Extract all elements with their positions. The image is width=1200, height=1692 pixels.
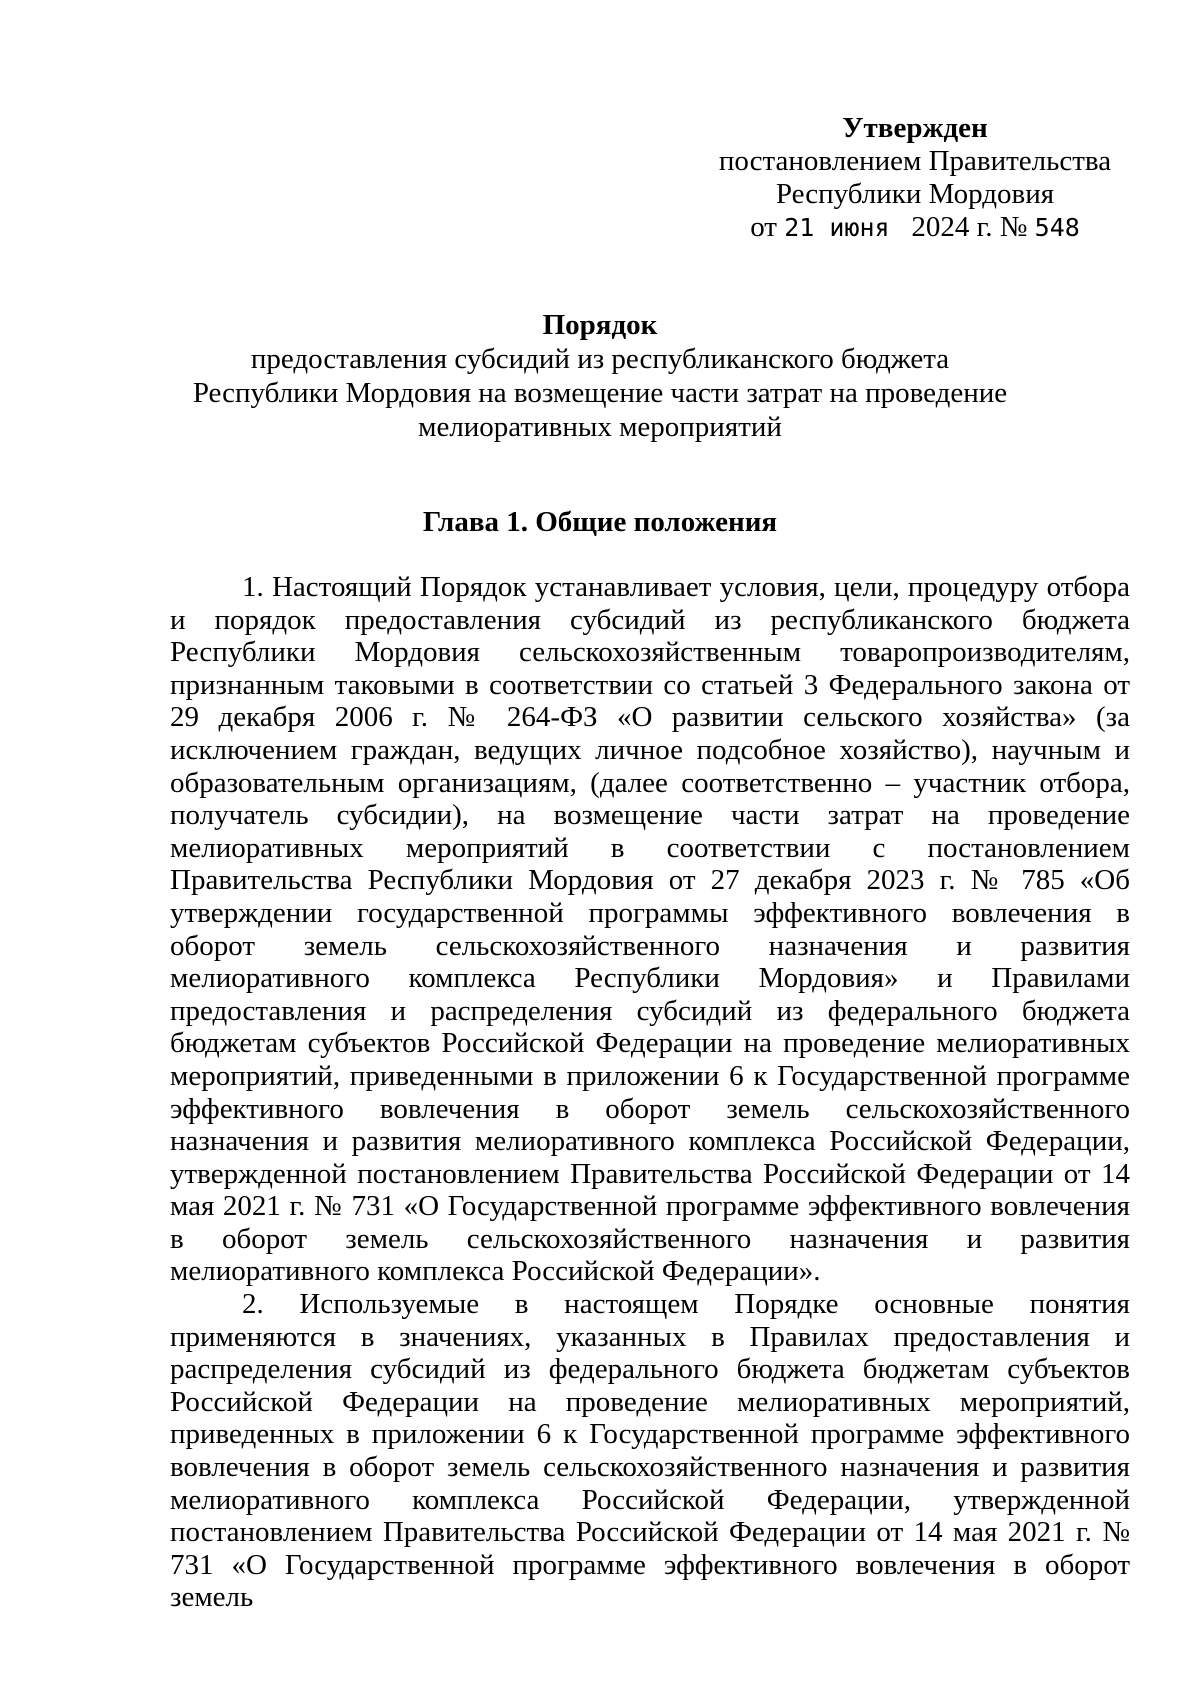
chapter-title: Глава 1. Общие положения (422, 506, 778, 538)
approval-date-prefix: от (750, 211, 777, 243)
approval-date-line (700, 211, 1130, 244)
document-body (170, 571, 1130, 1614)
approval-date-year: 2024 г. № (911, 211, 1028, 243)
approval-number: 548 (1034, 213, 1080, 242)
approval-line-1: постановлением Правительства (718, 145, 1112, 177)
approval-heading: Утвержден (842, 112, 988, 144)
approval-line-2: Республики Мордовия (775, 178, 1055, 210)
document-title-heading: Порядок (542, 309, 658, 341)
approval-date-day: 21 июня (784, 213, 890, 242)
paragraph-1: 1. Настоящий Порядок устанавливает условия, цели, процедуру отбора и порядок предоставления субсидий из республиканского бюджета Республики Мордовия сельскохозяйственным товаропроизводителям, признанным таковыми в соответствии со статьей 3 Федерального закона от 29 декабря 2006 г. № 264-ФЗ «О развитии сельского хозяйства» (за исключением граждан, ведущих личное подсобное хозяйство), научным и образовательным организациям, (далее соответственно – участник отбора, получатель субсидии), на возмещение части затрат на проведение мелиоративных мероприятий в соответствии с постановлением Правительства Республики Мордовия от 27 декабря 2023 г. № 785 «Об утверждении государственной программы эффективного вовлечения в оборот земель сельскохозяйственного назначения и развития мелиоративного комплекса Республики Мордовия» и Правилами предоставления и распределения субсидий из федерального бюджета бюджетам субъектов Российской Федерации на проведение мелиоративных мероприятий, приведенными в приложении 6 к Государственной программе эффективного вовлечения в оборот земель сельскохозяйственного назначения и развития мелиоративного комплекса Российской Федерации, утвержденной постановлением Правительства Российской Федерации от 14 мая 2021 г. № 731 «О Государственной программе эффективного вовлечения в оборот земель сельскохозяйственного назначения и развития мелиоративного комплекса Российской Федерации». (170, 571, 1130, 1288)
document-title (170, 308, 1030, 444)
approval-stamp (700, 112, 1130, 244)
document-title-line-3: мелиоративных мероприятий (418, 411, 782, 443)
paragraph-2: 2. Используемые в настоящем Порядке основные понятия применяются в значениях, указанных в Правилах предоставления и распределения субсидий из федерального бюджета бюджетам субъектов Российской Федерации на проведение мелиоративных мероприятий, приведенных в приложении 6 к Государственной программе эффективного вовлечения в оборот земель сельскохозяйственного назначения и развития мелиоративного комплекса Российской Федерации, утвержденной постановлением Правительства Российской Федерации от 14 мая 2021 г. № 731 «О Государственной программе эффективного вовлечения в оборот земель (170, 1288, 1130, 1614)
document-title-line-1: предоставления субсидий из республиканского бюджета (250, 343, 950, 375)
document-title-line-2: Республики Мордовия на возмещение части затрат на проведение (192, 377, 1008, 409)
